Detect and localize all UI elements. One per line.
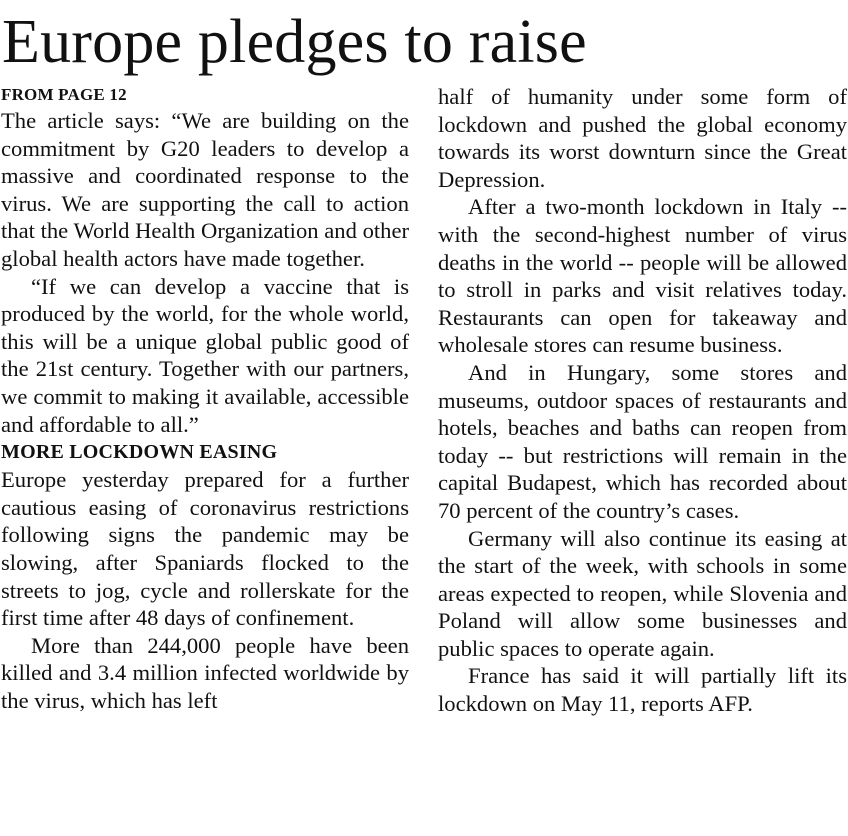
article-paragraph: Germany will also continue its easing at the start of the week, with schools in some areas expected to reopen, while Slovenia and Poland will allow some businesses and public spaces to operate again. bbox=[438, 525, 847, 661]
section-subheading: MORE LOCKDOWN EASING bbox=[1, 441, 278, 464]
article-paragraph: half of humanity under some form of lockdown and pushed the global economy towards its worst downturn since the Great Depression. bbox=[438, 84, 847, 192]
article-paragraph: France has said it will partially lift its lockdown on May 11, reports AFP. bbox=[438, 663, 847, 717]
article-paragraph: “If we can develop a vaccine that is produced by the world, for the whole world, this will be a unique global public good of the 21st century. Together with our partners, we commit to making it available, accessible and affordable to all.” bbox=[1, 273, 409, 437]
article-column-left bbox=[1, 83, 409, 714]
article-paragraph: The article says: “We are building on the commitment by G20 leaders to develop a massive and coordinated response to the virus. We are supporting the call to action that the World Health Organization and other global health actors have made together. bbox=[1, 108, 409, 271]
article-paragraph: Europe yesterday prepared for a further cautious easing of coronavirus restrictions following signs the pandemic may be slowing, after Spaniards flocked to the streets to jog, cycle and rollerskate for the first time after 48 days of confinement. bbox=[1, 467, 409, 631]
article-column-right bbox=[438, 83, 847, 718]
article-paragraph: More than 244,000 people have been killed and 3.4 million infected worldwide by the virus, which has left bbox=[1, 632, 409, 713]
article-paragraph: After a two-month lockdown in Italy -- with the second-highest number of virus deaths in the world -- people will be allowed to stroll in parks and visit relatives today. Restaurants can open for takeaway and wholesale stores can resume business. bbox=[438, 194, 847, 358]
headline: Europe pledges to raise bbox=[2, 8, 587, 76]
article-paragraph: And in Hungary, some stores and museums, outdoor spaces of restaurants and hotels, beaches and baths can reopen from today -- but restrictions will remain in the capital Budapest, which has recorded about 70 percent of the country’s cases. bbox=[438, 359, 847, 523]
continued-from-label: FROM PAGE 12 bbox=[1, 85, 127, 104]
